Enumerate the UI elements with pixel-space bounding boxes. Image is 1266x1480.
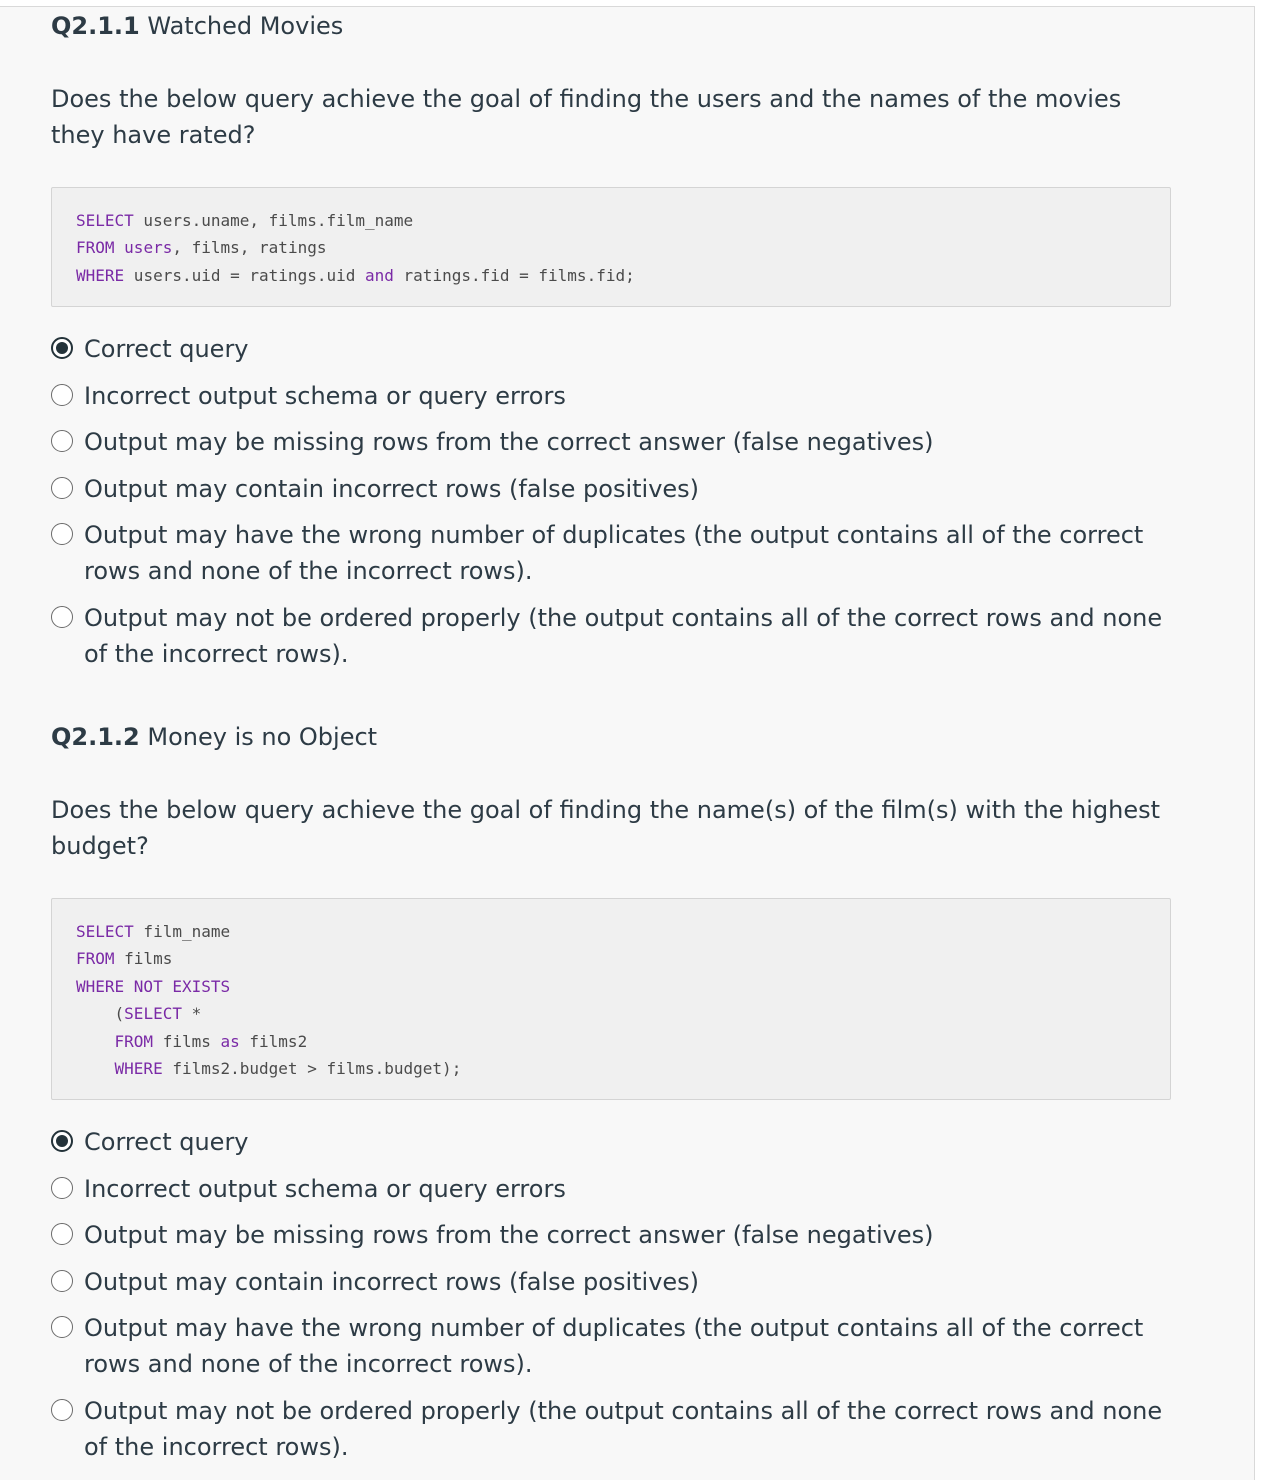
sql-keyword: FROM — [114, 1031, 154, 1051]
answer-options — [51, 331, 1181, 672]
code-line — [76, 207, 1146, 234]
answer-option-label: Output may be missing rows from the correct answer (false negatives) — [84, 1221, 934, 1249]
question-q2-1-1 — [51, 11, 1171, 668]
answer-option[interactable] — [51, 1171, 1181, 1207]
answer-option-label: Output may not be ordered properly (the output contains all of the correct rows and none of the incorrect rows). — [84, 603, 1163, 668]
sql-keyword: SELECT — [76, 922, 134, 941]
answer-option-label: Output may not be ordered properly (the output contains all of the correct rows and none of the incorrect rows). — [84, 1396, 1163, 1461]
sql-text: users.uid = ratings.uid — [124, 265, 365, 285]
answer-option-label: Incorrect output schema or query errors — [84, 381, 566, 410]
answer-option[interactable] — [51, 517, 1181, 589]
sql-text: films2 — [239, 1031, 308, 1051]
answer-option-label: Output may have the wrong number of duplicates (the output contains all of the correct rows and none of the incorrect rows). — [84, 1314, 1144, 1378]
sql-text — [76, 1059, 115, 1078]
code-line — [76, 973, 1146, 1000]
answer-option[interactable] — [51, 331, 1181, 367]
radio-button[interactable] — [51, 430, 73, 452]
answer-option[interactable] — [51, 1264, 1181, 1300]
sql-text — [76, 1032, 115, 1051]
question-prompt: Does the below query achieve the goal of finding the users and the names of the movies they have rated? — [51, 85, 1122, 149]
sql-text: ( — [76, 1004, 125, 1024]
code-line — [76, 918, 1146, 945]
answer-option-label: Correct query — [84, 1128, 249, 1156]
question-name: Watched Movies — [147, 12, 344, 40]
code-line — [76, 1028, 1146, 1055]
sql-keyword: WHERE — [76, 265, 125, 285]
sql-text: films2.budget > films.budget); — [162, 1058, 462, 1078]
answer-option[interactable] — [51, 600, 1181, 672]
sql-keyword: SELECT — [76, 211, 134, 230]
answer-option-label: Incorrect output schema or query errors — [84, 1174, 566, 1203]
sql-text: films — [114, 949, 173, 969]
code-line — [76, 1055, 1146, 1082]
quiz-page — [0, 6, 1255, 1480]
sql-text — [115, 238, 125, 257]
radio-button[interactable] — [51, 384, 73, 406]
radio-button[interactable] — [51, 477, 73, 499]
question-title — [51, 11, 1171, 41]
sql-code-block — [51, 898, 1171, 1100]
code-line — [76, 262, 1146, 289]
radio-button[interactable] — [51, 1223, 73, 1245]
radio-button-selected[interactable] — [51, 337, 73, 359]
answer-option[interactable] — [51, 1393, 1181, 1465]
code-line — [76, 1000, 1146, 1027]
sql-keyword: WHERE — [114, 1058, 163, 1078]
sql-text: * — [181, 1004, 202, 1024]
sql-text: films — [153, 1031, 221, 1051]
answer-option-label: Output may contain incorrect rows (false positives) — [84, 1267, 700, 1296]
answer-option[interactable] — [51, 471, 1181, 507]
answer-option[interactable] — [51, 378, 1181, 414]
sql-keyword: WHERE NOT EXISTS — [76, 976, 231, 996]
answer-option-label: Correct query — [84, 335, 249, 363]
scrollbar-track[interactable] — [1255, 6, 1266, 1480]
radio-button[interactable] — [51, 1177, 73, 1199]
question-number: Q2.1.1 — [51, 12, 140, 40]
sql-text: film_name — [133, 922, 231, 941]
radio-button[interactable] — [51, 606, 73, 628]
answer-option-label: Output may be missing rows from the correct answer (false negatives) — [84, 428, 934, 456]
answer-option[interactable] — [51, 424, 1181, 460]
sql-keyword: users — [124, 238, 173, 258]
sql-text: ratings.fid = films.fid; — [393, 265, 635, 285]
sql-keyword: SELECT — [124, 1004, 182, 1024]
question-number: Q2.1.2 — [51, 723, 140, 751]
sql-code-block — [51, 187, 1171, 307]
radio-button[interactable] — [51, 1316, 73, 1338]
sql-keyword: FROM — [76, 949, 115, 969]
code-line — [76, 234, 1146, 261]
question-name: Money is no Object — [147, 723, 378, 751]
sql-keyword: and — [365, 265, 394, 285]
sql-keyword: as — [220, 1031, 240, 1051]
answer-option-label: Output may have the wrong number of duplicates (the output contains all of the correct rows and none of the incorrect rows). — [84, 521, 1144, 585]
answer-option[interactable] — [51, 1310, 1181, 1382]
radio-button[interactable] — [51, 1270, 73, 1292]
sql-text: users.uname, films.film_name — [133, 211, 414, 230]
code-line — [76, 945, 1146, 972]
radio-button[interactable] — [51, 1399, 73, 1421]
answer-options — [51, 1124, 1181, 1465]
answer-option[interactable] — [51, 1217, 1181, 1253]
question-prompt: Does the below query achieve the goal of finding the name(s) of the film(s) with the highest budget? — [51, 796, 1161, 860]
sql-text: , films, ratings — [172, 238, 327, 258]
sql-keyword: FROM — [76, 238, 115, 258]
radio-button[interactable] — [51, 523, 73, 545]
answer-option-label: Output may contain incorrect rows (false positives) — [84, 474, 700, 503]
radio-button-selected[interactable] — [51, 1130, 73, 1152]
question-q2-1-2 — [51, 722, 1171, 1461]
answer-option[interactable] — [51, 1124, 1181, 1160]
question-title — [51, 722, 1171, 752]
